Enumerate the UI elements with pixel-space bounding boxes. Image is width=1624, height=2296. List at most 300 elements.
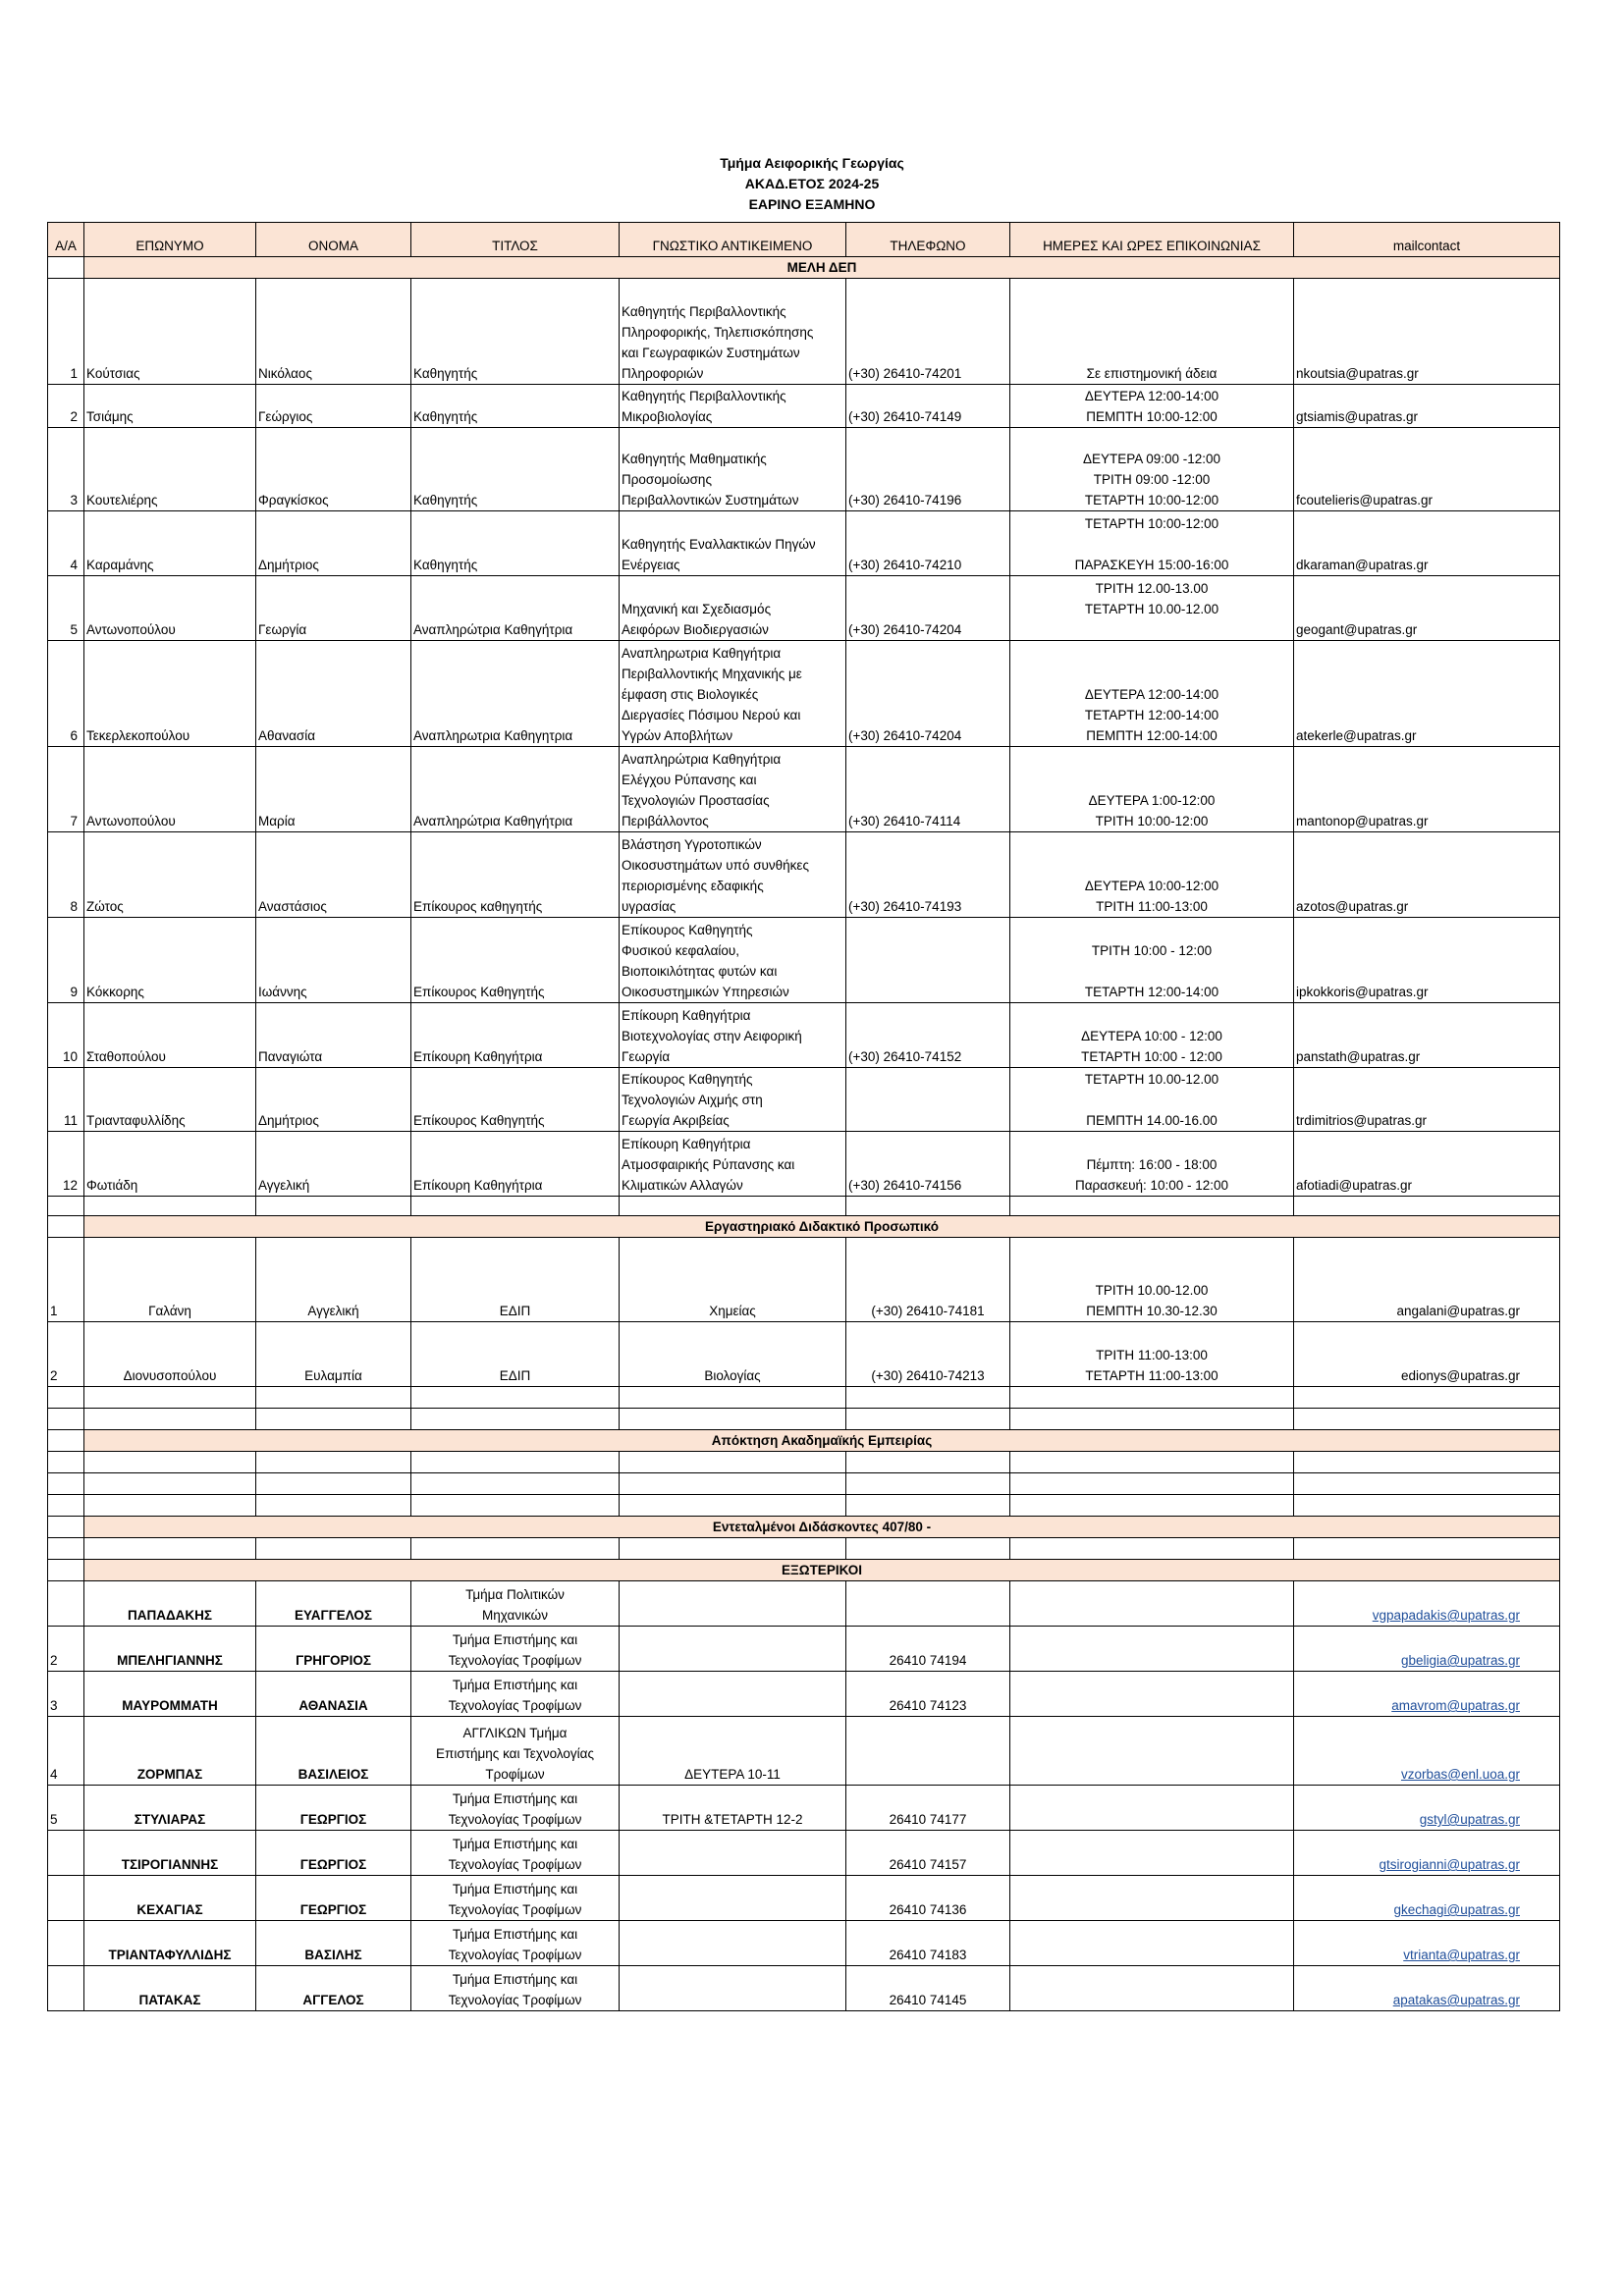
email-link[interactable]: edionys@upatras.gr bbox=[1294, 1322, 1560, 1387]
row-number: 3 bbox=[48, 1672, 84, 1717]
title-cell: Καθηγητής bbox=[411, 511, 620, 576]
title-line: Μηχανικών bbox=[482, 1608, 548, 1623]
title-cell: Αναπληρωτρια Καθηγητρια bbox=[411, 641, 620, 747]
section-row bbox=[48, 1517, 1560, 1538]
subject-line: Ενέργειας bbox=[622, 558, 680, 572]
table-row bbox=[48, 747, 1560, 832]
hours-line: ΔΕΥΤΕΡΑ 10:00 - 12:00 bbox=[1081, 1029, 1222, 1043]
hours-line: Πέμπτη: 16:00 - 18:00 bbox=[1086, 1157, 1218, 1172]
table-row bbox=[48, 1581, 1560, 1627]
table-row bbox=[48, 832, 1560, 918]
title-cell: Καθηγητής bbox=[411, 279, 620, 385]
row-number: 5 bbox=[48, 1786, 84, 1831]
empty-cell bbox=[84, 1452, 256, 1473]
row-number: 10 bbox=[48, 1003, 84, 1068]
phone-cell: (+30) 26410-74181 bbox=[846, 1238, 1010, 1322]
subject-line: Καθηγητής Εναλλακτικών Πηγών bbox=[622, 537, 816, 552]
table-row bbox=[48, 428, 1560, 511]
email-link[interactable]: vzorbas@enl.uoa.gr bbox=[1294, 1717, 1560, 1786]
name-cell: Ιωάννης bbox=[256, 918, 411, 1003]
title-line: Τμήμα Επιστήμης και bbox=[452, 1882, 578, 1896]
col-header-surname: ΕΠΩΝΥΜΟ bbox=[84, 223, 256, 257]
empty-cell bbox=[411, 1538, 620, 1560]
hours-line: ΤΕΤΑΡΤΗ 12:00-14:00 bbox=[1084, 708, 1219, 722]
empty-cell bbox=[256, 1495, 411, 1517]
subject-line: Ελέγχου Ρύπανσης και bbox=[622, 773, 757, 787]
surname-cell: Αντωνοπούλου bbox=[84, 576, 256, 641]
empty-cell bbox=[1010, 1452, 1294, 1473]
surname-cell: Διονυσοπούλου bbox=[84, 1322, 256, 1387]
hours-line: ΔΕΥΤΕΡΑ 10:00-12:00 bbox=[1084, 879, 1219, 893]
empty-cell bbox=[1010, 1387, 1294, 1409]
row-number: 8 bbox=[48, 832, 84, 918]
empty-cell bbox=[411, 1452, 620, 1473]
hours-line bbox=[1012, 619, 1291, 640]
title-cell: Επίκουρος καθηγητής bbox=[411, 832, 620, 918]
email-link[interactable]: apatakas@upatras.gr bbox=[1294, 1966, 1560, 2011]
subject-line: Γεωργία Ακριβείας bbox=[622, 1113, 730, 1128]
title-cell: Καθηγητής bbox=[411, 385, 620, 428]
empty-cell bbox=[256, 1197, 411, 1216]
empty-cell bbox=[846, 1495, 1010, 1517]
subject-line: Καθηγητής Περιβαλλοντικής bbox=[622, 389, 786, 403]
row-number: 3 bbox=[48, 428, 84, 511]
empty-cell bbox=[1010, 1197, 1294, 1216]
email-link[interactable]: geogant@upatras.gr bbox=[1294, 576, 1560, 641]
section-title-exoterikoi: ΕΞΩΤΕΡΙΚΟΙ bbox=[84, 1560, 1560, 1581]
phone-cell: 26410 74183 bbox=[846, 1921, 1010, 1966]
empty-cell bbox=[846, 1452, 1010, 1473]
empty-cell bbox=[1010, 1786, 1294, 1831]
subject-line: Οικοσυστημικών Υπηρεσιών bbox=[622, 985, 789, 999]
section-row bbox=[48, 1430, 1560, 1452]
hours-cell: ΤΡΙΤΗ &ΤΕΤΑΡΤΗ 12-2 bbox=[620, 1786, 846, 1831]
surname-cell: Φωτιάδη bbox=[84, 1132, 256, 1197]
title-cell bbox=[411, 1717, 620, 1786]
section-title-apoktisi: Απόκτηση Ακαδημαϊκής Εμπειρίας bbox=[84, 1430, 1560, 1452]
hours-line: Σε επιστημονική άδεια bbox=[1086, 366, 1218, 381]
subject-cell bbox=[620, 1132, 846, 1197]
surname-cell: Ζώτος bbox=[84, 832, 256, 918]
title-cell bbox=[411, 1627, 620, 1672]
surname-cell: Κόκκορης bbox=[84, 918, 256, 1003]
subject-line: και Γεωγραφικών Συστημάτων bbox=[622, 346, 800, 360]
section-row bbox=[48, 1560, 1560, 1581]
subject-line: Καθηγητής Μαθηματικής bbox=[622, 452, 767, 466]
title-cell bbox=[411, 1831, 620, 1876]
hours-cell bbox=[620, 1831, 846, 1876]
empty-cell bbox=[1010, 1473, 1294, 1495]
empty-cell bbox=[1010, 1717, 1294, 1786]
phone-cell: (+30) 26410-74210 bbox=[846, 511, 1010, 576]
empty-cell bbox=[84, 1387, 256, 1409]
row-number bbox=[48, 1876, 84, 1921]
subject-line: Τεχνολογιών Αιχμής στη bbox=[622, 1093, 763, 1107]
title-cell: Καθηγητής bbox=[411, 428, 620, 511]
subject-line: Μικροβιολογίας bbox=[622, 409, 713, 424]
table-row bbox=[48, 1717, 1560, 1786]
email-link[interactable]: angalani@upatras.gr bbox=[1294, 1238, 1560, 1322]
table-row bbox=[48, 1322, 1560, 1387]
title-line: Τεχνολογίας Τροφίμων bbox=[448, 1653, 582, 1668]
table-row bbox=[48, 918, 1560, 1003]
empty-cell bbox=[1010, 1495, 1294, 1517]
col-header-title: ΤΙΤΛΟΣ bbox=[411, 223, 620, 257]
subject-line: Πληροφορικής, Τηλεπισκόπησης bbox=[622, 325, 814, 340]
surname-cell: ΖΟΡΜΠΑΣ bbox=[84, 1717, 256, 1786]
surname-cell: ΤΣΙΡΟΓΙΑΝΝΗΣ bbox=[84, 1831, 256, 1876]
empty-cell bbox=[411, 1387, 620, 1409]
subject-line: Βιοποικιλότητας φυτών και bbox=[622, 964, 778, 979]
subject-line: Βλάστηση Υγροτοπικών bbox=[622, 837, 762, 852]
empty-cell bbox=[1010, 1581, 1294, 1627]
email-link[interactable]: ipkokkoris@upatras.gr bbox=[1294, 918, 1560, 1003]
subject-line: Επίκουρος Καθηγητής bbox=[622, 1072, 753, 1087]
empty-cell bbox=[48, 1197, 84, 1216]
row-number: 12 bbox=[48, 1132, 84, 1197]
empty-cell bbox=[1294, 1538, 1560, 1560]
hours-cell bbox=[1010, 1068, 1294, 1132]
email-link[interactable]: afotiadi@upatras.gr bbox=[1294, 1132, 1560, 1197]
table-row bbox=[48, 1966, 1560, 2011]
hours-line: ΠΕΜΠΤΗ 12:00-14:00 bbox=[1086, 728, 1218, 743]
surname-cell: Τεκερλεκοπούλου bbox=[84, 641, 256, 747]
col-header-subject: ΓΝΩΣΤΙΚΟ ΑΝΤΙΚΕΙΜΕΝΟ bbox=[620, 223, 846, 257]
surname-cell: Αντωνοπούλου bbox=[84, 747, 256, 832]
table-row bbox=[48, 641, 1560, 747]
staff-contact-table bbox=[47, 222, 1560, 2011]
hours-cell bbox=[1010, 385, 1294, 428]
empty-row bbox=[48, 1409, 1560, 1430]
hours-cell bbox=[620, 1581, 846, 1627]
phone-cell: (+30) 26410-74114 bbox=[846, 747, 1010, 832]
title-cell bbox=[411, 1966, 620, 2011]
hours-line: ΠΕΜΠΤΗ 14.00-16.00 bbox=[1086, 1113, 1218, 1128]
row-number bbox=[48, 1831, 84, 1876]
email-link[interactable]: atekerle@upatras.gr bbox=[1294, 641, 1560, 747]
email-link[interactable]: dkaraman@upatras.gr bbox=[1294, 511, 1560, 576]
subject-line: Φυσικού κεφαλαίου, bbox=[622, 943, 740, 958]
row-number bbox=[48, 1581, 84, 1627]
subject-line: Επίκουρη Καθηγήτρια bbox=[622, 1008, 751, 1023]
empty-cell bbox=[84, 1409, 256, 1430]
name-cell: ΓΡΗΓΟΡΙΟΣ bbox=[256, 1627, 411, 1672]
empty-cell bbox=[411, 1495, 620, 1517]
title-line: Τεχνολογίας Τροφίμων bbox=[448, 1857, 582, 1872]
empty-cell bbox=[1010, 1831, 1294, 1876]
hours-line: ΔΕΥΤΕΡΑ 09:00 -12:00 bbox=[1082, 452, 1221, 466]
title-line: Τμήμα Επιστήμης και bbox=[452, 1678, 578, 1692]
name-cell: Μαρία bbox=[256, 747, 411, 832]
subject-line: έμφαση στις Βιολογικές bbox=[622, 687, 759, 702]
email-link[interactable]: vtrianta@upatras.gr bbox=[1294, 1921, 1560, 1966]
email-link[interactable]: mantonop@upatras.gr bbox=[1294, 747, 1560, 832]
subject-cell bbox=[620, 747, 846, 832]
empty-cell bbox=[256, 1387, 411, 1409]
empty-cell bbox=[48, 1409, 84, 1430]
title-cell: Επίκουρος Καθηγητής bbox=[411, 1068, 620, 1132]
surname-cell: ΤΡΙΑΝΤΑΦΥΛΛΙΔΗΣ bbox=[84, 1921, 256, 1966]
subject-cell bbox=[620, 918, 846, 1003]
hours-cell bbox=[1010, 428, 1294, 511]
empty-cell bbox=[1010, 1966, 1294, 2011]
section-title-entetalmenoi: Εντεταλμένοι Διδάσκοντες 407/80 - bbox=[84, 1517, 1560, 1538]
title-cell bbox=[411, 1672, 620, 1717]
phone-cell: (+30) 26410-74149 bbox=[846, 385, 1010, 428]
phone-cell: 26410 74136 bbox=[846, 1876, 1010, 1921]
phone-cell: (+30) 26410-74196 bbox=[846, 428, 1010, 511]
section-title-edip: Εργαστηριακό Διδακτικό Προσωπικό bbox=[84, 1216, 1560, 1238]
subject-line: Κλιματικών Αλλαγών bbox=[622, 1178, 743, 1193]
section-row-spacer bbox=[48, 257, 84, 279]
hours-line: ΔΕΥΤΕΡΑ 12:00-14:00 bbox=[1084, 389, 1219, 403]
subject-line: Πληροφοριών bbox=[622, 366, 704, 381]
name-cell: Αθανασία bbox=[256, 641, 411, 747]
row-number: 2 bbox=[48, 385, 84, 428]
surname-cell: ΠΑΤΑΚΑΣ bbox=[84, 1966, 256, 2011]
surname-cell: ΜΑΥΡΟΜΜΑΤΗ bbox=[84, 1672, 256, 1717]
hours-line: ΤΕΤΑΡΤΗ 11:00-13:00 bbox=[1085, 1368, 1218, 1383]
empty-row bbox=[48, 1452, 1560, 1473]
name-cell: Γεωργία bbox=[256, 576, 411, 641]
subject-cell bbox=[620, 576, 846, 641]
empty-cell bbox=[411, 1409, 620, 1430]
name-cell: ΓΕΩΡΓΙΟΣ bbox=[256, 1876, 411, 1921]
section-row-spacer bbox=[48, 1430, 84, 1452]
empty-cell bbox=[48, 1538, 84, 1560]
phone-cell: (+30) 26410-74204 bbox=[846, 641, 1010, 747]
row-number: 7 bbox=[48, 747, 84, 832]
empty-cell bbox=[411, 1197, 620, 1216]
row-number: 11 bbox=[48, 1068, 84, 1132]
hours-line: ΤΡΙΤΗ 10.00-12.00 bbox=[1095, 1283, 1209, 1298]
empty-cell bbox=[84, 1197, 256, 1216]
hours-cell bbox=[1010, 918, 1294, 1003]
empty-cell bbox=[1294, 1452, 1560, 1473]
hours-cell bbox=[620, 1966, 846, 2011]
section-row bbox=[48, 1216, 1560, 1238]
empty-cell bbox=[620, 1473, 846, 1495]
row-number: 4 bbox=[48, 511, 84, 576]
surname-cell: Κούτσιας bbox=[84, 279, 256, 385]
surname-cell: Σταθοπούλου bbox=[84, 1003, 256, 1068]
empty-cell bbox=[48, 1495, 84, 1517]
email-link[interactable]: gkechagi@upatras.gr bbox=[1294, 1876, 1560, 1921]
title-cell bbox=[411, 1786, 620, 1831]
empty-cell bbox=[1294, 1409, 1560, 1430]
hours-line: ΠΑΡΑΣΚΕΥΗ 15:00-16:00 bbox=[1074, 558, 1229, 572]
table-row bbox=[48, 1003, 1560, 1068]
name-cell: ΕΥΑΓΓΕΛΟΣ bbox=[256, 1581, 411, 1627]
hours-line: ΤΕΤΑΡΤΗ 10.00-12.00 bbox=[1084, 1072, 1219, 1087]
email-link[interactable]: gstyl@upatras.gr bbox=[1294, 1786, 1560, 1831]
table-row bbox=[48, 1831, 1560, 1876]
row-number: 5 bbox=[48, 576, 84, 641]
surname-cell: Κουτελιέρης bbox=[84, 428, 256, 511]
title-line: Τεχνολογίας Τροφίμων bbox=[448, 1812, 582, 1827]
surname-cell: Γαλάνη bbox=[84, 1238, 256, 1322]
phone-cell: (+30) 26410-74201 bbox=[846, 279, 1010, 385]
subject-line: Αναπληρωτρια Καθηγήτρια bbox=[622, 646, 782, 661]
title-cell: Αναπληρώτρια Καθηγήτρια bbox=[411, 576, 620, 641]
table-header bbox=[48, 223, 1560, 257]
col-header-aa: Α/Α bbox=[48, 223, 84, 257]
empty-cell bbox=[846, 1197, 1010, 1216]
email-link[interactable]: gbeligia@upatras.gr bbox=[1294, 1627, 1560, 1672]
hours-line bbox=[1012, 1090, 1291, 1110]
subject-cell bbox=[620, 1003, 846, 1068]
email-link[interactable]: vgpapadakis@upatras.gr bbox=[1294, 1581, 1560, 1627]
table-body bbox=[48, 257, 1560, 2011]
hours-cell bbox=[1010, 1238, 1294, 1322]
empty-cell bbox=[84, 1538, 256, 1560]
row-number: 1 bbox=[48, 1238, 84, 1322]
empty-cell bbox=[846, 1538, 1010, 1560]
phone-cell: (+30) 26410-74204 bbox=[846, 576, 1010, 641]
col-header-hours: ΗΜΕΡΕΣ ΚΑΙ ΩΡΕΣ ΕΠΙΚΟΙΝΩΝΙΑΣ bbox=[1010, 223, 1294, 257]
row-number: 9 bbox=[48, 918, 84, 1003]
name-cell: ΑΓΓΕΛΟΣ bbox=[256, 1966, 411, 2011]
hours-line: ΤΡΙΤΗ 12.00-13.00 bbox=[1095, 581, 1209, 596]
hours-line: Παρασκευή: 10:00 - 12:00 bbox=[1074, 1178, 1229, 1193]
phone-cell: (+30) 26410-74156 bbox=[846, 1132, 1010, 1197]
table-row bbox=[48, 1132, 1560, 1197]
title-cell: ΕΔΙΠ bbox=[411, 1238, 620, 1322]
surname-cell: ΠΑΠΑΔΑΚΗΣ bbox=[84, 1581, 256, 1627]
empty-cell bbox=[48, 1452, 84, 1473]
title-cell bbox=[411, 1921, 620, 1966]
empty-row bbox=[48, 1387, 1560, 1409]
empty-cell bbox=[620, 1387, 846, 1409]
empty-cell bbox=[1010, 1921, 1294, 1966]
name-cell: ΓΕΩΡΓΙΟΣ bbox=[256, 1786, 411, 1831]
name-cell: Αγγελική bbox=[256, 1132, 411, 1197]
phone-cell: 26410 74123 bbox=[846, 1672, 1010, 1717]
title-line: Τεχνολογίας Τροφίμων bbox=[448, 1902, 582, 1917]
title-line: Τμήμα Επιστήμης και bbox=[452, 1837, 578, 1851]
empty-cell bbox=[620, 1409, 846, 1430]
hours-line: ΠΕΜΠΤΗ 10:00-12:00 bbox=[1086, 409, 1218, 424]
subject-line: Επίκουρος Καθηγητής bbox=[622, 923, 753, 937]
email-link[interactable]: azotos@upatras.gr bbox=[1294, 832, 1560, 918]
document-header bbox=[0, 153, 1624, 215]
name-cell: Φραγκίσκος bbox=[256, 428, 411, 511]
row-number: 2 bbox=[48, 1627, 84, 1672]
subject-cell bbox=[620, 279, 846, 385]
empty-cell bbox=[846, 1409, 1010, 1430]
hours-cell bbox=[1010, 279, 1294, 385]
hours-line: ΤΕΤΑΡΤΗ 10.00-12.00 bbox=[1084, 602, 1219, 616]
surname-cell: ΜΠΕΛΗΓΙΑΝΝΗΣ bbox=[84, 1627, 256, 1672]
title-line: Τεχνολογίας Τροφίμων bbox=[448, 1948, 582, 1962]
hours-cell bbox=[1010, 832, 1294, 918]
phone-cell bbox=[846, 1068, 1010, 1132]
empty-row bbox=[48, 1473, 1560, 1495]
subject-cell bbox=[620, 641, 846, 747]
name-cell: Αναστάσιος bbox=[256, 832, 411, 918]
email-link[interactable]: amavrom@upatras.gr bbox=[1294, 1672, 1560, 1717]
hours-cell bbox=[1010, 576, 1294, 641]
empty-cell bbox=[620, 1452, 846, 1473]
email-link[interactable]: trdimitrios@upatras.gr bbox=[1294, 1068, 1560, 1132]
title-line: Τεχνολογίας Τροφίμων bbox=[448, 1698, 582, 1713]
subject-line: Περιβαλλοντικής Μηχανικής με bbox=[622, 667, 802, 681]
hours-cell bbox=[1010, 747, 1294, 832]
table-row bbox=[48, 1238, 1560, 1322]
hours-line: ΤΕΤΑΡΤΗ 10:00 - 12:00 bbox=[1081, 1049, 1222, 1064]
empty-cell bbox=[256, 1409, 411, 1430]
section-row-spacer bbox=[48, 1560, 84, 1581]
email-link[interactable]: gtsirogianni@upatras.gr bbox=[1294, 1831, 1560, 1876]
email-link[interactable]: fcoutelieris@upatras.gr bbox=[1294, 428, 1560, 511]
title-cell: Επίκουρη Καθηγήτρια bbox=[411, 1003, 620, 1068]
phone-cell: (+30) 26410-74193 bbox=[846, 832, 1010, 918]
surname-cell: Καραμάνης bbox=[84, 511, 256, 576]
subject-line: Οικοσυστημάτων υπό συνθήκες bbox=[622, 858, 809, 873]
section-title-dep: ΜΕΛΗ ΔΕΠ bbox=[84, 257, 1560, 279]
hours-line: ΤΡΙΤΗ 10:00 - 12:00 bbox=[1091, 943, 1213, 958]
table-row bbox=[48, 1672, 1560, 1717]
surname-cell: ΚΕΧΑΓΙΑΣ bbox=[84, 1876, 256, 1921]
subject-line: Τεχνολογιών Προστασίας bbox=[622, 793, 770, 808]
empty-row bbox=[48, 1495, 1560, 1517]
title-line: Τμήμα Επιστήμης και bbox=[452, 1927, 578, 1942]
subject-line: περιορισμένης εδαφικής bbox=[622, 879, 764, 893]
subject-line: Διεργασίες Πόσιμου Νερού και bbox=[622, 708, 801, 722]
subject-line: Αναπληρώτρια Καθηγήτρια bbox=[622, 752, 782, 767]
subject-cell bbox=[620, 428, 846, 511]
hours-cell bbox=[1010, 1003, 1294, 1068]
table-row bbox=[48, 511, 1560, 576]
empty-row bbox=[48, 1197, 1560, 1216]
empty-cell bbox=[620, 1197, 846, 1216]
hours-cell: ΔΕΥΤΕΡΑ 10-11 bbox=[620, 1717, 846, 1786]
hours-line: ΠΕΜΠΤΗ 10.30-12.30 bbox=[1086, 1304, 1218, 1318]
title-cell: ΕΔΙΠ bbox=[411, 1322, 620, 1387]
title-line: Τμήμα Επιστήμης και bbox=[452, 1972, 578, 1987]
subject-line: Ατμοσφαιρικής Ρύπανσης και bbox=[622, 1157, 795, 1172]
empty-cell bbox=[1010, 1627, 1294, 1672]
title-line: Τεχνολογίας Τροφίμων bbox=[448, 1993, 582, 2007]
empty-cell bbox=[1294, 1473, 1560, 1495]
empty-cell bbox=[256, 1452, 411, 1473]
surname-cell: Τσιάμης bbox=[84, 385, 256, 428]
hours-cell bbox=[1010, 511, 1294, 576]
email-link[interactable]: nkoutsia@upatras.gr bbox=[1294, 279, 1560, 385]
hours-cell bbox=[1010, 1132, 1294, 1197]
hours-line: ΤΕΤΑΡΤΗ 12:00-14:00 bbox=[1084, 985, 1219, 999]
title-cell: Επίκουρη Καθηγήτρια bbox=[411, 1132, 620, 1197]
empty-cell bbox=[256, 1538, 411, 1560]
surname-cell: Τριανταφυλλίδης bbox=[84, 1068, 256, 1132]
subject-line: Βιοτεχνολογίας στην Αειφορική bbox=[622, 1029, 802, 1043]
phone-cell: 26410 74194 bbox=[846, 1627, 1010, 1672]
department-title: Τμήμα Αειφορικής Γεωργίας bbox=[720, 155, 904, 171]
empty-cell bbox=[1010, 1672, 1294, 1717]
row-number: 6 bbox=[48, 641, 84, 747]
hours-line: ΔΕΥΤΕΡΑ 1:00-12:00 bbox=[1088, 793, 1216, 808]
phone-cell bbox=[846, 1581, 1010, 1627]
empty-cell bbox=[84, 1473, 256, 1495]
email-link[interactable]: panstath@upatras.gr bbox=[1294, 1003, 1560, 1068]
hours-line: ΤΕΤΑΡΤΗ 10:00-12:00 bbox=[1084, 493, 1219, 507]
email-link[interactable]: gtsiamis@upatras.gr bbox=[1294, 385, 1560, 428]
table-row bbox=[48, 1627, 1560, 1672]
section-row-spacer bbox=[48, 1216, 84, 1238]
name-cell: ΑΘΑΝΑΣΙΑ bbox=[256, 1672, 411, 1717]
empty-cell bbox=[84, 1495, 256, 1517]
hours-line: ΤΡΙΤΗ 09:00 -12:00 bbox=[1093, 472, 1211, 487]
